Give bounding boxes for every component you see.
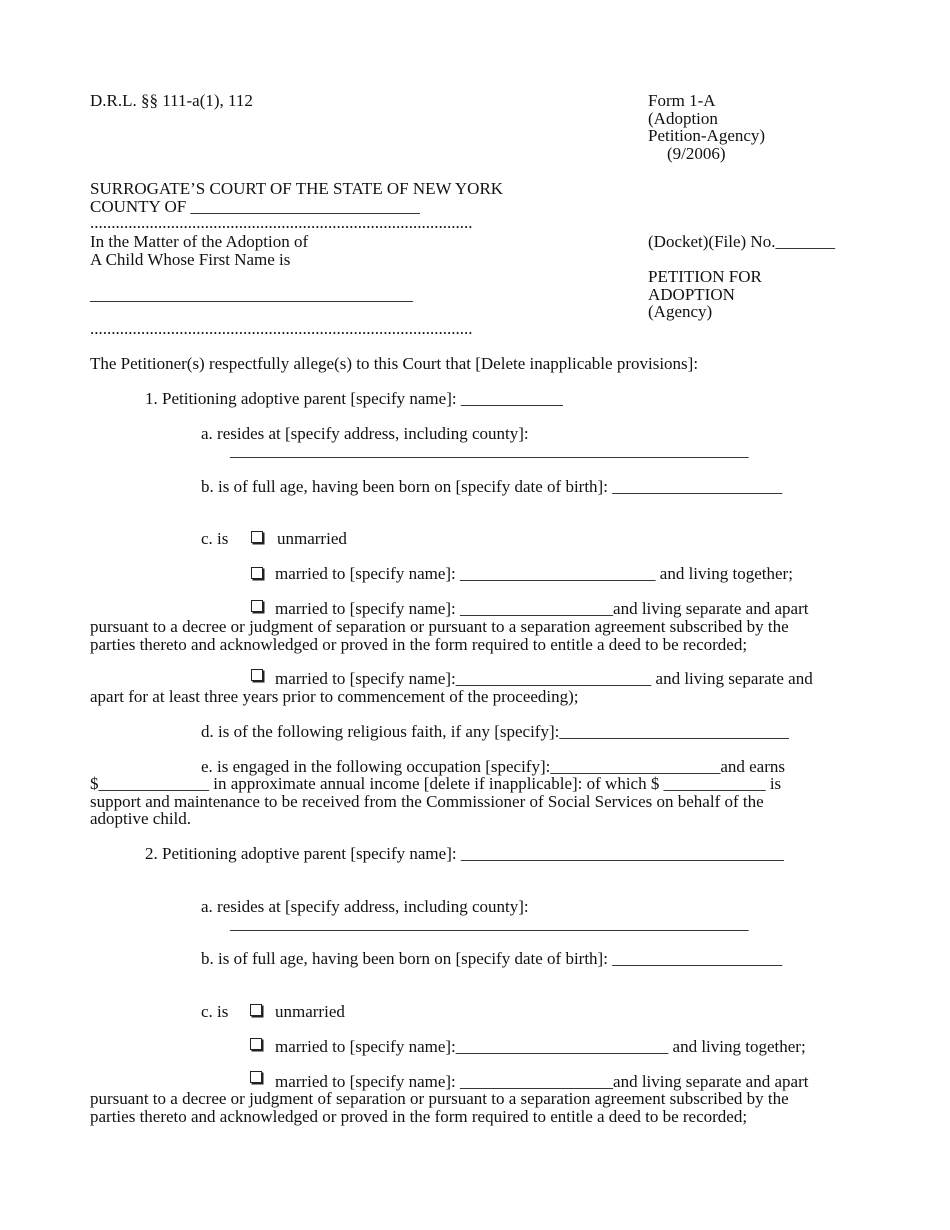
p1-married-three-years-checkbox[interactable] <box>251 669 263 681</box>
petition-title <box>648 268 762 321</box>
court-name: SURROGATE’S COURT OF THE STATE OF NEW YORK <box>90 179 504 198</box>
p2-married-together-field[interactable]: married to [specify name]:_________________________ and living together; <box>275 1037 806 1056</box>
p1-income-block <box>90 775 781 828</box>
p1-income-field[interactable]: $_____________ in approximate annual income [delete if inapplicable]: of which $ ____________ is <box>90 774 782 793</box>
p1-child-line: adoptive child. <box>90 809 192 828</box>
form-type-line-1: (Adoption <box>648 108 718 128</box>
form-date: (9/2006) <box>667 143 726 163</box>
p1-birth-date-field[interactable]: b. is of full age, having been born on [specify date of birth]: ____________________ <box>201 477 783 496</box>
form-identifier <box>648 92 765 162</box>
docket-number-field[interactable]: (Docket)(File) No._______ <box>648 232 835 251</box>
p1-married-together-checkbox[interactable] <box>251 567 263 579</box>
p2-address-label: a. resides at [specify address, including county]: <box>201 897 529 916</box>
child-first-name-field[interactable]: ______________________________________ <box>90 285 413 304</box>
p2-married-together-checkbox[interactable] <box>250 1038 262 1050</box>
p1-marital-label: c. is <box>201 529 229 548</box>
court-block <box>90 180 503 215</box>
p1-parent-name-field[interactable]: 1. Petitioning adoptive parent [specify name]: ____________ <box>145 389 563 408</box>
p1-married-separate-checkbox[interactable] <box>251 600 263 612</box>
p2-birth-date-field[interactable]: b. is of full age, having been born on [specify date of birth]: ____________________ <box>201 949 783 968</box>
p1-unmarried-label: unmarried <box>277 529 347 548</box>
matter-line-1: In the Matter of the Adoption of <box>90 232 309 251</box>
petition-title-line-2: ADOPTION <box>648 284 735 304</box>
p1-married-separate-line-2: pursuant to a decree or judgment of separation or pursuant to a separation agreement subscribed by the <box>90 617 789 636</box>
p1-married-separate-text <box>90 618 789 653</box>
p1-support-line: support and maintenance to be received from the Commissioner of Social Services on behalf of the <box>90 791 764 811</box>
p2-marital-label: c. is <box>201 1002 229 1021</box>
p2-address-field[interactable]: _____________________________________________________________ <box>230 914 749 933</box>
county-field[interactable]: COUNTY OF ___________________________ <box>90 196 420 216</box>
p2-married-separate-field[interactable]: married to [specify name]: __________________and living separate and apart <box>275 1072 809 1091</box>
p1-married-three-years-text: apart for at least three years prior to commencement of the proceeding); <box>90 687 579 706</box>
p1-address-field[interactable]: _____________________________________________________________ <box>230 441 749 460</box>
p1-occupation-field[interactable]: e. is engaged in the following occupation [specify]:____________________and earns <box>201 757 786 776</box>
p2-married-separate-line-2: pursuant to a decree or judgment of separation or pursuant to a separation agreement subscribed by the <box>90 1089 789 1108</box>
dotted-separator: .......................................................................................... <box>90 319 473 338</box>
p1-married-together-field[interactable]: married to [specify name]: _______________________ and living together; <box>275 564 793 583</box>
p2-unmarried-checkbox[interactable] <box>250 1004 262 1016</box>
matter-line-2: A Child Whose First Name is <box>90 249 291 269</box>
p1-religion-field[interactable]: d. is of the following religious faith, if any [specify]:___________________________ <box>201 722 789 741</box>
p1-unmarried-checkbox[interactable] <box>251 531 263 543</box>
p1-address-label: a. resides at [specify address, including county]: <box>201 424 529 443</box>
p2-married-separate-line-3: parties thereto and acknowledged or proved in the form required to entitle a deed to be recorded; <box>90 1106 748 1126</box>
p2-married-separate-text <box>90 1090 789 1125</box>
form-type-line-2: Petition-Agency) <box>648 126 766 145</box>
p1-married-three-years-field[interactable]: married to [specify name]:_______________________ and living separate and <box>275 669 813 688</box>
p1-married-separate-field[interactable]: married to [specify name]: __________________and living separate and apart <box>275 599 809 618</box>
dotted-separator: .......................................................................................... <box>90 213 473 232</box>
statute-reference: D.R.L. §§ 111-a(1), 112 <box>90 91 253 110</box>
intro-statement: The Petitioner(s) respectfully allege(s) to this Court that [Delete inapplicable provisions]: <box>90 354 699 373</box>
form-number: Form 1-A <box>648 91 716 110</box>
p2-parent-name-field[interactable]: 2. Petitioning adoptive parent [specify name]: ______________________________________ <box>145 844 784 863</box>
p2-married-separate-checkbox[interactable] <box>250 1071 262 1083</box>
p2-unmarried-label: unmarried <box>275 1002 345 1021</box>
petition-title-line-3: (Agency) <box>648 302 713 321</box>
p1-married-separate-line-3: parties thereto and acknowledged or proved in the form required to entitle a deed to be recorded; <box>90 634 748 654</box>
petition-title-line-1: PETITION FOR <box>648 267 762 286</box>
matter-caption <box>90 233 308 268</box>
